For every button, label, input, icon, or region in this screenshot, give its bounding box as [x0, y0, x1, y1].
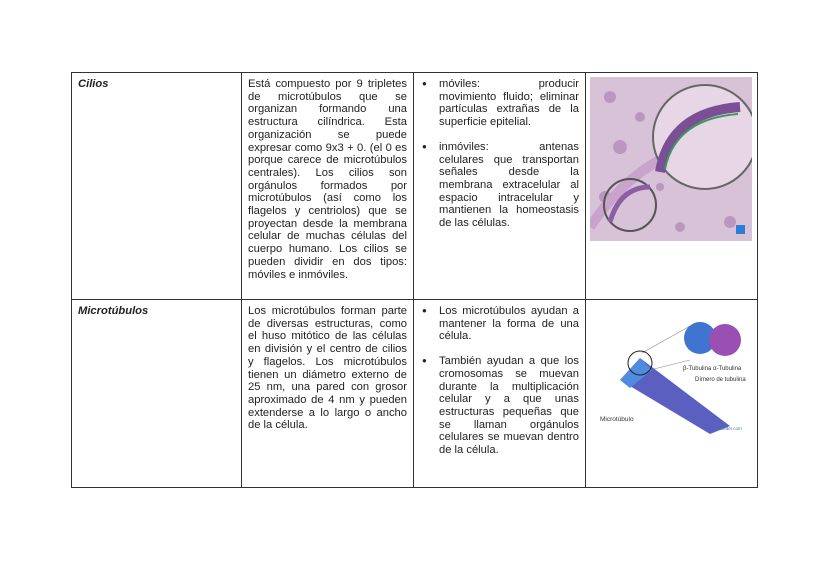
list-item: ● También ayudan a que los cromosomas se muevan durante la multiplicación celular y a que unas estructuras pequeñas que se llaman orgánulos celulares se muevan dentro de la célula.: [420, 355, 579, 457]
cilia-histology-image: [590, 77, 752, 241]
table-row: [72, 300, 758, 488]
source-label: lifeder.com: [720, 426, 742, 431]
list-item: ● móviles: producir movimiento fluido; eliminar partículas extrañas de la superficie epitelial.: [420, 78, 579, 129]
functions-cell: [414, 73, 586, 300]
image-cell: [586, 300, 758, 488]
microtubule-diagram: [590, 308, 752, 448]
table-row: [72, 73, 758, 300]
description-cell: Está compuesto por 9 tripletes de microtúbulos que se organizan formando una estructura cilíndrica. Esta organización se puede expresar como 9x3 + 0. (el 0 es porque carece de microtúbulos centrales). Los cilios son orgánulos formados por microtúbulos (así como los flagelos y centriolos) que se proyectan desde la membrana celular de muchas células del cuerpo humano. Los cilios se pueden dividir en dos tipos: móviles e inmóviles.: [242, 73, 414, 300]
description-cell: Los microtúbulos forman parte de diversas estructuras, como el huso mitótico de las células en división y el centro de cilios y flagelos. Los microtúbulos tienen un diámetro externo de 25 nm, una pared con grosor aproximado de 4 nm y pueden extenderse a lo largo o ancho de la célula.: [242, 300, 414, 488]
image-cell: [586, 73, 758, 300]
term-cell: Cilios: [72, 73, 242, 300]
list-item: ● Los microtúbulos ayudan a mantener la forma de una célula.: [420, 305, 579, 343]
dimer-label: Dímero de tubulina: [695, 377, 746, 383]
alpha-tubulin-label: α-Tubulina: [713, 366, 742, 372]
list-item: ● inmóviles: antenas celulares que transportan señales desde la membrana extracelular al espacio intracelular y mantienen la homeostasis de las células.: [420, 141, 579, 230]
term-cell: Microtúbulos: [72, 300, 242, 488]
microtubule-label: Microtúbulo: [600, 416, 634, 423]
beta-tubulin-label: β-Tubulina: [683, 366, 712, 372]
functions-cell: [414, 300, 586, 488]
content-table: [71, 72, 758, 488]
